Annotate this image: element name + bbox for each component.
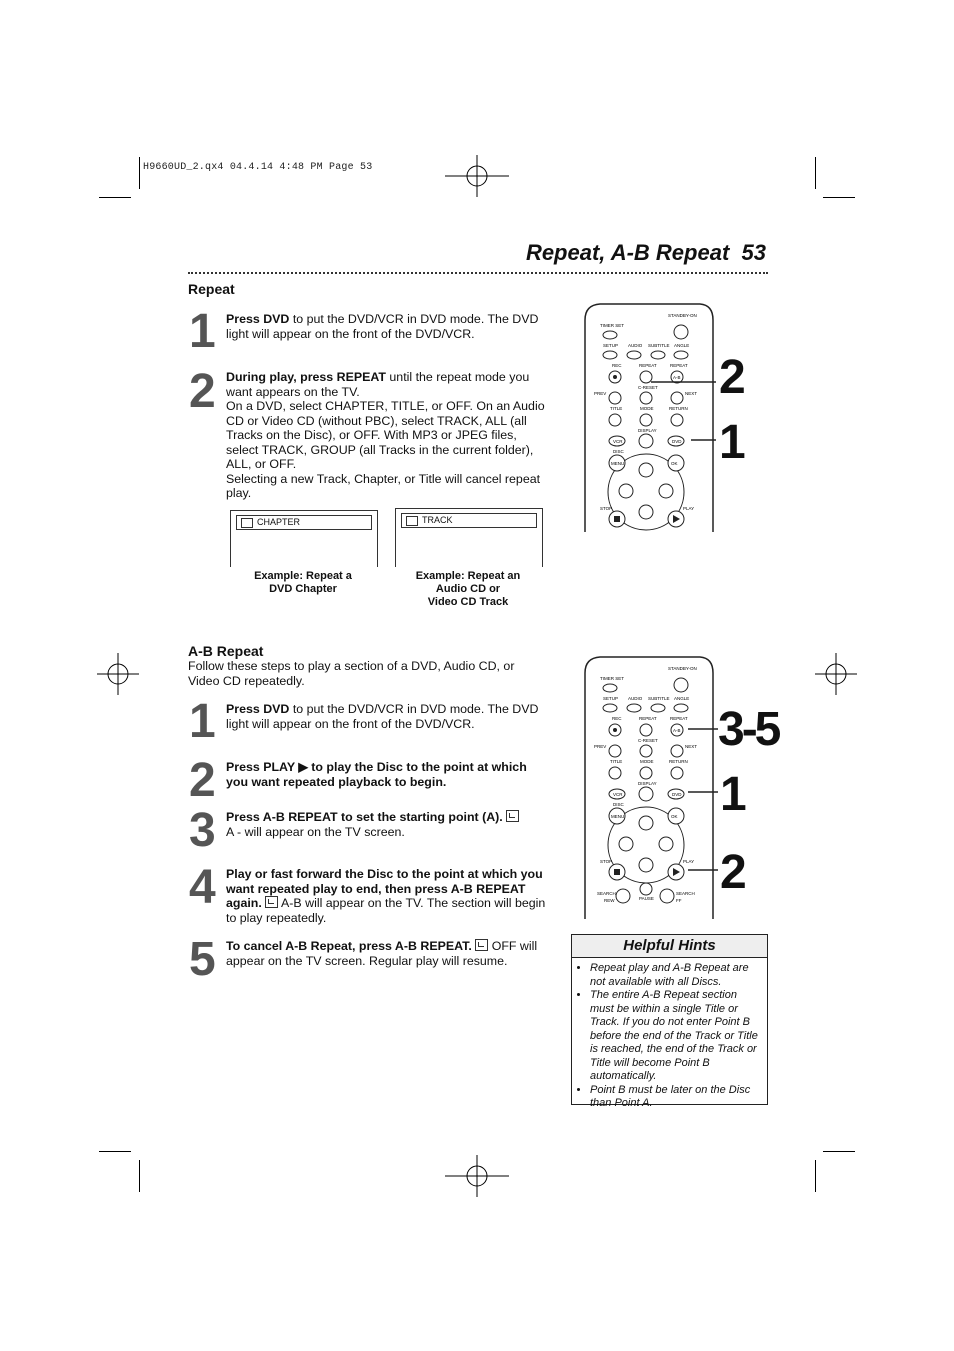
- callout-lines: [646, 360, 718, 460]
- caption-line: DVD Chapter: [269, 583, 337, 595]
- step-bold: Press DVD: [226, 702, 290, 716]
- remote-label: PLAY: [683, 859, 695, 864]
- crop-mark: [139, 1160, 140, 1192]
- remote-label: SUBTITLE: [648, 343, 670, 348]
- remote-label: NEXT: [685, 744, 698, 749]
- slug-line: H9660UD_2.qx4 04.4.14 4:48 PM Page 53: [143, 162, 373, 173]
- step-body: until the repeat mode you want appears on the TV.: [226, 370, 530, 399]
- remote-label: MENU: [611, 461, 625, 466]
- remote-label: REW: [604, 898, 615, 903]
- tv-screen-example: [230, 510, 378, 567]
- step-text: [226, 312, 548, 341]
- step-number: 3: [189, 804, 214, 857]
- crop-mark: [99, 197, 131, 198]
- remote-label: FF: [676, 898, 682, 903]
- step-text: [226, 702, 548, 731]
- caption-line: Example: Repeat an: [415, 570, 521, 582]
- remote-label: VCR: [613, 439, 623, 444]
- hints-list: [572, 962, 767, 1111]
- registration-mark-icon: [445, 1155, 509, 1197]
- remote-label: NEXT: [685, 391, 698, 396]
- example-caption: [230, 570, 376, 596]
- remote-label: TIMER SET: [600, 676, 625, 681]
- section-intro: Follow these steps to play a section of a DVD, Audio CD, or Video CD repeatedly.: [188, 659, 515, 688]
- page-title: Repeat, A-B Repeat: [525, 240, 730, 265]
- callout-number: 3-5: [718, 703, 779, 756]
- remote-label: PLAY: [683, 506, 695, 511]
- step-text: [226, 867, 548, 925]
- remote-label: MODE: [640, 759, 654, 764]
- remote-label: REPEAT: [670, 363, 688, 368]
- remote-label: DISPLAY: [638, 428, 657, 433]
- osd-bar: [236, 515, 372, 530]
- step-body: On a DVD, select CHAPTER, TITLE, or OFF. On an Audio CD or Video CD (without PBC), select TRACK, ALL (all Tracks on the Disc), or OFF. With MP3 or JPEG files, select TRACK, GROUP (all Tracks in the current folder), ALL, or OFF.: [226, 399, 545, 471]
- ab-repeat-icon: [265, 896, 278, 908]
- dotted-divider: [188, 272, 768, 274]
- remote-label: PAUSE: [639, 896, 654, 901]
- step-text: [226, 370, 548, 501]
- remote-label: DISC: [613, 802, 624, 807]
- step-number: 1: [189, 305, 214, 358]
- power-icon: [674, 678, 688, 692]
- remote-label: C-RESET: [638, 738, 658, 743]
- step-body: OFF will appear on the TV screen. Regular play will resume.: [226, 939, 538, 968]
- registration-mark-icon: [815, 653, 857, 695]
- remote-label: RETURN: [669, 406, 688, 411]
- osd-label: TRACK: [422, 515, 453, 525]
- crop-mark: [823, 1151, 855, 1152]
- remote-label: TIMER SET: [600, 323, 625, 328]
- remote-label: DVD: [672, 439, 682, 444]
- callout-number: 2: [720, 846, 744, 899]
- step-text: [226, 810, 548, 839]
- remote-label: STANDBY-ON: [668, 313, 697, 318]
- section-title-ab-repeat: A-B Repeat: [188, 643, 264, 659]
- remote-label: REPEAT: [639, 716, 657, 721]
- callout-number: 1: [720, 768, 744, 821]
- remote-label: SETUP: [603, 696, 619, 701]
- crop-mark: [815, 157, 816, 189]
- step-number: 4: [189, 861, 214, 914]
- remote-label: TITLE: [610, 759, 623, 764]
- remote-label: MENU: [611, 814, 625, 819]
- crop-mark: [815, 1160, 816, 1192]
- step-bold: Press A-B REPEAT to set the starting point (A).: [226, 810, 503, 824]
- hint-item: • Point B must be later on the Disc than Point A.: [590, 1084, 759, 1111]
- remote-label: MODE: [640, 406, 654, 411]
- crop-mark: [823, 197, 855, 198]
- step-number: 1: [189, 695, 214, 748]
- crop-mark: [99, 1151, 131, 1152]
- remote-label: RETURN: [669, 759, 688, 764]
- hint-item: • Repeat play and A-B Repeat are not available with all Discs.: [590, 962, 759, 989]
- registration-mark-icon: [445, 155, 509, 197]
- hint-item: • The entire A-B Repeat section must be within a single Title or Track. If you do not enter Point B before the end of the Track or Title is reached, the end of the Track or Title will become Point B automatically.: [590, 989, 759, 1084]
- section-title-repeat: Repeat: [188, 281, 235, 297]
- page-number: 53: [741, 240, 766, 265]
- step-bold: During play, press REPEAT: [226, 370, 386, 384]
- remote-label: C-RESET: [638, 385, 658, 390]
- remote-label: REC: [612, 716, 622, 721]
- remote-label: DVD: [672, 792, 682, 797]
- remote-label: SETUP: [603, 343, 619, 348]
- remote-label: A-B: [673, 375, 681, 380]
- step-body: A-B will appear on the TV. The section will begin to play repeatedly.: [226, 896, 546, 925]
- remote-label: SUBTITLE: [648, 696, 670, 701]
- osd-label: CHAPTER: [257, 517, 301, 527]
- remote-label: OK: [671, 461, 678, 466]
- callout-number: 1: [719, 416, 743, 469]
- remote-label: STOP: [600, 859, 613, 864]
- remote-label: STANDBY-ON: [668, 666, 697, 671]
- remote-label: DISC: [613, 449, 624, 454]
- remote-label: SEARCH: [676, 891, 695, 896]
- step-number: 2: [189, 754, 214, 807]
- step-text: [226, 760, 548, 789]
- hints-title: Helpful Hints: [572, 935, 767, 958]
- osd-bar: [401, 513, 537, 528]
- step-bold: Press PLAY ▶ to play the Disc to the point at which you want repeated playback to begin.: [226, 760, 527, 789]
- helpful-hints-box: [571, 934, 768, 1109]
- step-bold: Press DVD: [226, 312, 290, 326]
- step-body: to put the DVD/VCR in DVD mode. The DVD light will appear on the front of the DVD/VCR.: [226, 312, 539, 341]
- remote-label: ANGLE: [674, 343, 690, 348]
- remote-label: STOP: [600, 506, 613, 511]
- remote-label: REPEAT: [639, 363, 657, 368]
- remote-label: REC: [612, 363, 622, 368]
- registration-mark-icon: [97, 653, 139, 695]
- crop-mark: [139, 157, 140, 189]
- tv-screen-example: [395, 508, 543, 567]
- step-body: A - will appear on the TV screen.: [226, 824, 405, 839]
- page-header: [526, 240, 766, 266]
- step-number: 5: [189, 933, 214, 986]
- remote-label: VCR: [613, 792, 623, 797]
- remote-label: AUDIO: [628, 343, 643, 348]
- step-body: to put the DVD/VCR in DVD mode. The DVD light will appear on the front of the DVD/VCR.: [226, 702, 539, 731]
- step-text: [226, 939, 548, 968]
- repeat-icon: [241, 518, 253, 528]
- step-bold: Play or fast forward the Disc to the point at which you want repeated play to end, then press A-B REPEAT again.: [226, 867, 543, 910]
- remote-label: PREV: [594, 391, 607, 396]
- example-caption: [395, 570, 541, 609]
- callout-number: 2: [719, 351, 743, 404]
- remote-label: DISPLAY: [638, 781, 657, 786]
- remote-label: ANGLE: [674, 696, 690, 701]
- caption-line: Audio CD or: [435, 583, 501, 595]
- remote-label: TITLE: [610, 406, 623, 411]
- ab-repeat-icon: [506, 810, 519, 822]
- step-body: Selecting a new Track, Chapter, or Title will cancel repeat play.: [226, 471, 541, 500]
- remote-label: SEARCH: [597, 891, 616, 896]
- ab-repeat-icon: [475, 939, 488, 951]
- callout-lines: [676, 720, 720, 880]
- repeat-icon: [406, 516, 418, 526]
- remote-label: REPEAT: [670, 716, 688, 721]
- remote-label: AUDIO: [628, 696, 643, 701]
- caption-line: Video CD Track: [427, 596, 509, 608]
- step-number: 2: [189, 365, 214, 418]
- step-bold: To cancel A-B Repeat, press A-B REPEAT.: [226, 939, 472, 953]
- remote-label: A-B: [673, 728, 681, 733]
- caption-line: Example: Repeat a: [254, 570, 352, 582]
- remote-label: OK: [671, 814, 678, 819]
- remote-label: PREV: [594, 744, 607, 749]
